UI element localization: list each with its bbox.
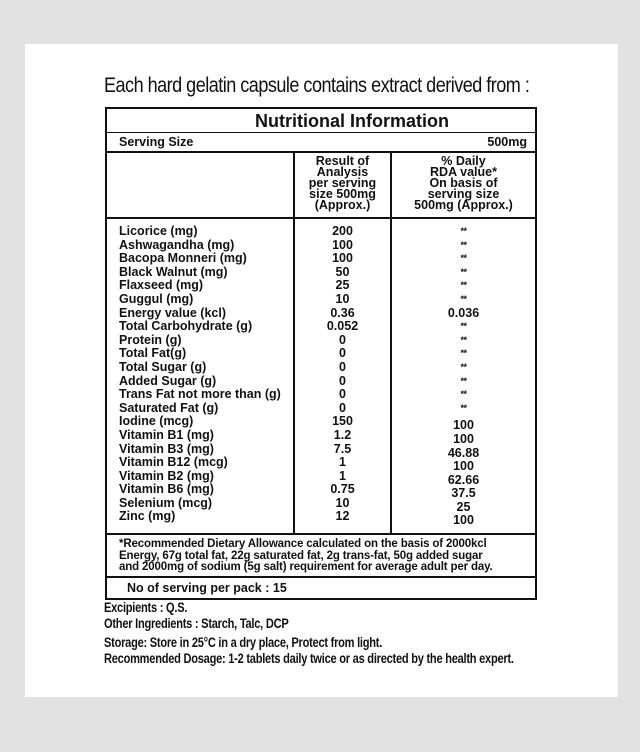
header-blank — [107, 153, 295, 217]
nutrient-rda: 100 — [453, 513, 474, 528]
nutrient-value: 0 — [339, 332, 346, 347]
nutrient-label: Selenium (mcg) — [119, 495, 213, 510]
nutrient-rda: ** — [460, 334, 467, 345]
header-result — [295, 153, 392, 217]
nutrient-value: 1.2 — [333, 427, 352, 442]
nutrient-rda: ** — [460, 226, 467, 236]
nutrient-value: 1 — [339, 468, 346, 483]
nutrient-value: 25 — [335, 278, 350, 293]
nutrient-label: Guggul (mg) — [119, 291, 194, 306]
nutrient-label: Vitamin B12 (mcg) — [119, 455, 228, 470]
header-rda-line: On basis of — [429, 176, 498, 190]
nutrient-rda: 0.036 — [447, 305, 480, 320]
nutrient-rda: 62.66 — [447, 472, 480, 487]
nutrient-label: Flaxseed (mg) — [119, 278, 204, 293]
footnote-line: *Recommended Dietary Allowance calculated on the basis of 2000kcl — [119, 538, 487, 550]
nutrient-label: Zinc (mg) — [119, 509, 176, 524]
excipients-text: Excipients : Q.S. — [104, 600, 188, 615]
header-rda-line: serving size — [427, 187, 500, 201]
nutrient-rda: ** — [460, 375, 467, 386]
nutrient-label: Protein (g) — [119, 332, 182, 347]
nutrient-rda: ** — [460, 402, 467, 413]
header-result-line: per serving — [308, 176, 377, 190]
header-rda-line: 500mg (Approx.) — [414, 198, 513, 212]
header-rda — [392, 153, 535, 217]
nutrient-label: Added Sugar (g) — [119, 373, 217, 388]
other-ingredients-text: Other Ingredients : Starch, Talc, DCP — [104, 616, 289, 631]
column-headers — [107, 153, 535, 219]
header-result-line: Analysis — [316, 165, 369, 179]
nutrient-value: 0 — [339, 359, 346, 374]
nutrient-label: Trans Fat not more than (g) — [119, 387, 281, 402]
nutrient-value: 0.052 — [326, 319, 359, 334]
nutrient-label: Vitamin B6 (mg) — [119, 482, 214, 497]
nutrient-value: 10 — [335, 495, 350, 510]
nutrient-label: Licorice (mg) — [119, 224, 198, 238]
nutrient-value: 0 — [339, 346, 346, 361]
nutrient-value: 0.75 — [330, 482, 355, 497]
nutrient-label: Total Sugar (g) — [119, 359, 207, 374]
nutrient-label: Energy value (kcl) — [119, 305, 226, 320]
servings-per-pack: No of serving per pack : 15 — [127, 581, 287, 595]
header-rda-line: RDA value* — [430, 165, 497, 179]
nutrient-value: 10 — [335, 291, 350, 306]
nutrient-value: 100 — [332, 237, 353, 252]
rda-column — [392, 219, 535, 533]
header-result-line: size 500mg — [309, 187, 376, 201]
nutrient-rda: ** — [460, 348, 467, 359]
serving-size-value: 500mg — [487, 135, 527, 149]
nutrient-label: Vitamin B2 (mg) — [119, 468, 214, 483]
footnote-line: Energy, 67g total fat, 22g saturated fat, 2g trans-fat, 50g added sugar — [119, 549, 483, 562]
nutrient-label: Vitamin B3 (mg) — [119, 441, 214, 456]
nutrient-label: Iodine (mcg) — [119, 414, 194, 429]
nutrient-label: Vitamin B1 (mg) — [119, 427, 214, 442]
nutrient-rda: 100 — [453, 418, 474, 433]
nutrient-rda: 37.5 — [451, 486, 476, 501]
header-rda-line: % Daily — [441, 154, 486, 168]
nutrient-value: 7.5 — [333, 441, 352, 456]
nutrient-rda: ** — [460, 389, 467, 400]
nutrient-rda: 25 — [456, 499, 471, 514]
nutrient-value: 200 — [332, 224, 353, 238]
rda-footnote — [107, 535, 535, 578]
nutrient-value: 0.36 — [330, 305, 355, 320]
storage-text: Storage: Store in 25°C in a dry place, Protect from light. — [104, 635, 383, 650]
intro-text: Each hard gelatin capsule contains extract derived from : — [104, 74, 530, 97]
nutrient-label: Ashwagandha (mg) — [119, 237, 235, 252]
nutrient-value: 0 — [339, 400, 346, 415]
label-column — [107, 219, 295, 533]
nutrient-rda: ** — [460, 253, 467, 264]
nutrient-rda: 46.88 — [447, 445, 480, 460]
nutrient-label: Saturated Fat (g) — [119, 400, 219, 415]
nutrient-value: 50 — [335, 264, 350, 279]
header-result-line: (Approx.) — [314, 198, 371, 212]
table-body — [107, 219, 535, 535]
nutrient-label: Total Carbohydrate (g) — [119, 319, 253, 334]
nutrient-rda: ** — [460, 321, 467, 332]
footnote-line: and 2000mg of sodium (5g salt) requirement for average adult per day. — [119, 561, 493, 574]
value-column — [295, 219, 392, 533]
serving-size-row — [107, 133, 535, 153]
dosage-text: Recommended Dosage: 1-2 tablets daily twice or as directed by the health expert. — [104, 651, 514, 666]
nutrient-value: 12 — [335, 509, 350, 524]
serving-size-label: Serving Size — [119, 135, 194, 149]
nutrient-rda: ** — [460, 361, 467, 372]
nutrient-label: Black Walnut (mg) — [119, 264, 228, 279]
nutrient-rda: 100 — [453, 459, 474, 474]
nutrition-table — [105, 107, 537, 600]
nutrient-rda: 100 — [453, 431, 474, 446]
nutrient-rda: ** — [460, 280, 467, 291]
nutrient-label: Total Fat(g) — [119, 346, 187, 361]
nutrient-rda: ** — [460, 239, 467, 250]
nutrient-rda: ** — [460, 293, 467, 304]
header-result-line: Result of — [315, 154, 370, 168]
nutrient-value: 0 — [339, 387, 346, 402]
nutrient-value: 100 — [332, 251, 353, 266]
table-title: Nutritional Information — [107, 109, 535, 133]
nutrient-value: 150 — [332, 414, 353, 429]
nutrient-rda: ** — [460, 266, 467, 277]
nutrient-value: 1 — [339, 455, 346, 470]
nutrient-label: Bacopa Monneri (mg) — [119, 251, 247, 266]
nutrient-value: 0 — [339, 373, 346, 388]
